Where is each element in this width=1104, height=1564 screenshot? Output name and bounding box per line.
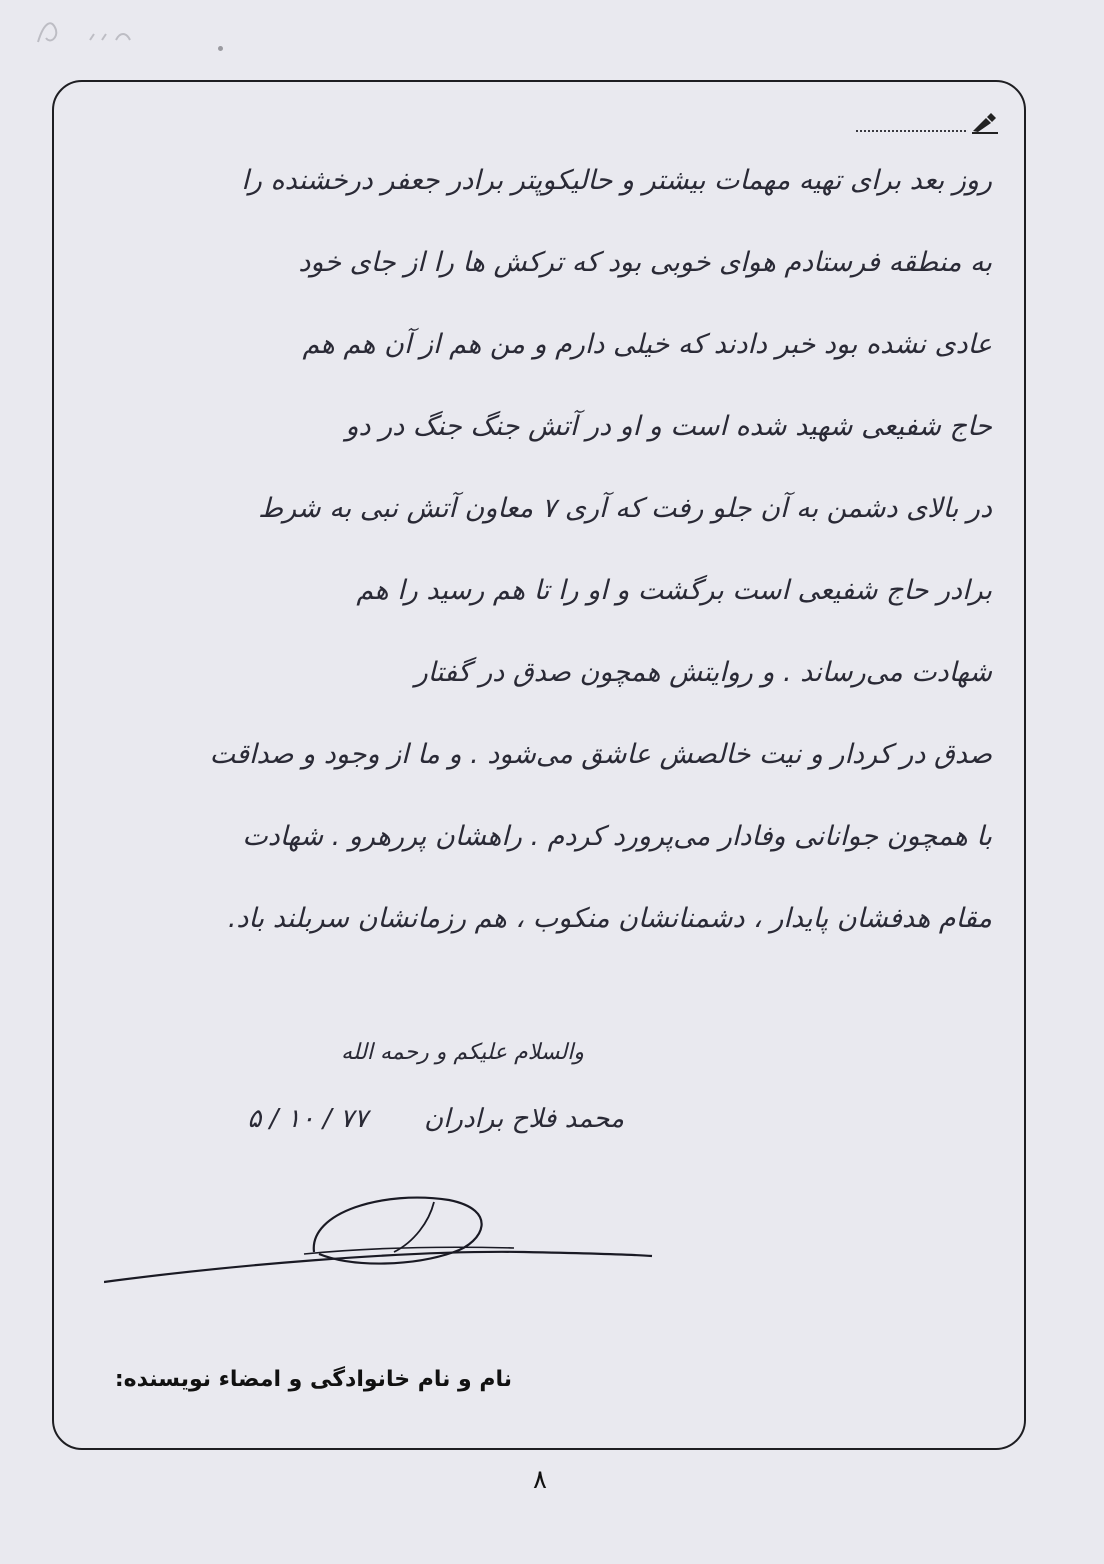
letter-line: با همچون جوانانی وفادار می‌پرورد کردم . راهشان پررهرو . شهادت bbox=[242, 821, 992, 852]
letter-line: به منطقه فرستادم هوای خوبی بود که ترکش ها را از جای خود bbox=[298, 247, 992, 278]
letter-line: عادی نشده بود خبر دادند که خیلی دارم و من هم از آن هم هم bbox=[302, 329, 992, 360]
signature bbox=[104, 1182, 664, 1302]
letter-line: شهادت می‌رساند . و روایتش همچون صدق در گفتار bbox=[414, 657, 992, 688]
letter-frame bbox=[52, 80, 1026, 1450]
letter-line: حاج شفیعی شهید شده است و او در آتش جنگ جنگ در دو bbox=[345, 411, 992, 442]
author-handwritten-name: محمد فلاح برادران bbox=[424, 1104, 624, 1134]
author-name-and-date bbox=[247, 1104, 624, 1134]
paper-speck bbox=[218, 46, 223, 51]
closing-salutation: والسلام علیکم و رحمه الله bbox=[341, 1040, 584, 1065]
author-signature-label: نام و نام خانوادگی و امضاء نویسنده: bbox=[114, 1367, 512, 1392]
pen-icon bbox=[970, 112, 1000, 134]
handwritten-date: ۷۷ / ۱۰ / ۵ bbox=[247, 1104, 368, 1134]
handwritten-letter-body bbox=[124, 140, 992, 960]
letter-line: برادر حاج شفیعی است برگشت و او را تا هم رسید را هم bbox=[356, 575, 992, 606]
heading-dotted-line bbox=[856, 130, 966, 132]
corner-scribble bbox=[30, 12, 150, 52]
letter-line: در بالای دشمن به آن جلو رفت که آری ۷ معاون آتش نبی به شرط bbox=[258, 493, 992, 524]
letter-line: روز بعد برای تهیه مهمات بیشتر و حالیکوپتر برادر جعفر درخشنده را bbox=[241, 165, 992, 196]
page-number: ۸ bbox=[533, 1465, 547, 1495]
letter-line: مقام هدفشان پایدار ، دشمنانشان منکوب ، هم رزمانشان سربلند باد. bbox=[227, 903, 992, 934]
letter-line: صدق در کردار و نیت خالصش عاشق می‌شود . و ما از وجود و صداقت bbox=[209, 739, 992, 770]
